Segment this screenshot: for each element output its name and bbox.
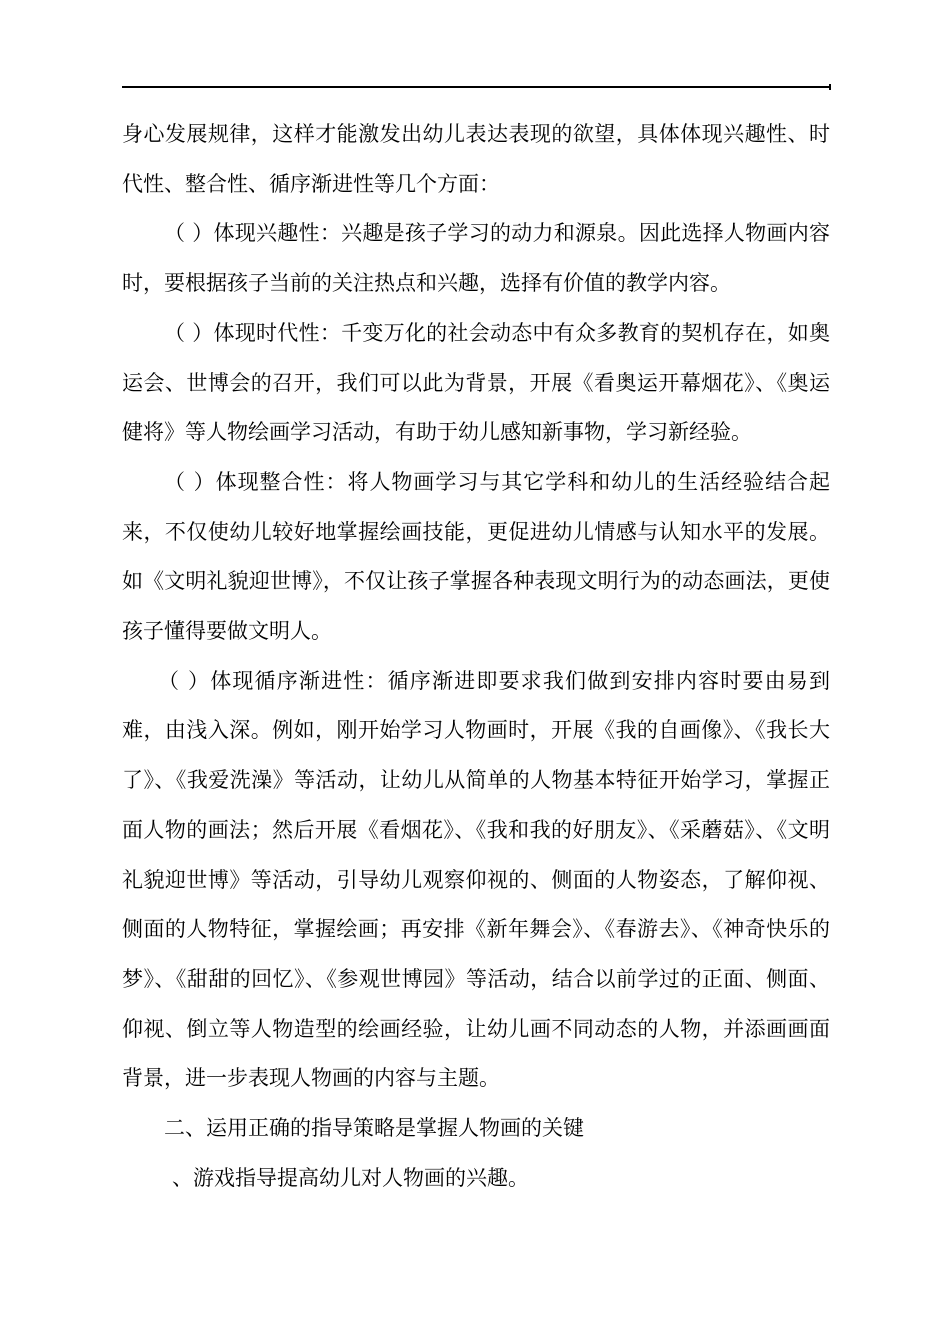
- section-heading: 二、运用正确的指导策略是掌握人物画的关键: [164, 1116, 584, 1141]
- header-rule-end-mark: [829, 84, 831, 90]
- paragraph-continuation: 身心发展规律，这样才能激发出幼儿表达表现的欲望，具体体现兴趣性、时代性、整合性、循序渐进性等几个方面：: [122, 122, 830, 196]
- document-body: [122, 110, 830, 1203]
- subsection-heading: 、游戏指导提高幼儿对人物画的兴趣。: [172, 1165, 529, 1190]
- paragraph-integration: （ ）体现整合性：将人物画学习与其它学科和幼儿的生活经验结合起来，不仅使幼儿较好地掌握绘画技能，更促进幼儿情感与认知水平的发展。如《文明礼貌迎世博》，不仅让孩子掌握各种表现文明行为的动态画法，更使孩子懂得要做文明人。: [122, 469, 830, 644]
- paragraph-interest: （ ）体现兴趣性：兴趣是孩子学习的动力和源泉。因此选择人物画内容时，要根据孩子当前的关注热点和兴趣，选择有价值的教学内容。: [122, 221, 830, 296]
- paragraph-timeliness: （ ）体现时代性：千变万化的社会动态中有众多教育的契机存在，如奥运会、世博会的召开，我们可以此为背景，开展《看奥运开幕烟花》、《奥运健将》等人物绘画学习活动，有助于幼儿感知新事物，学习新经验。: [122, 320, 830, 445]
- paragraph-progression: （ ）体现循序渐进性：循序渐进即要求我们做到安排内容时要由易到难，由浅入深。例如，刚开始学习人物画时，开展《我的自画像》、《我长大了》、《我爱洗澡》等活动，让幼儿从简单的人物基本特征开始学习，掌握正面人物的画法；然后开展《看烟花》、《我和我的好朋友》、《采蘑菇》、《文明礼貌迎世博》等活动，引导幼儿观察仰视的、侧面的人物姿态，了解仰视、侧面的人物特征，掌握绘画；再安排《新年舞会》、《春游去》、《神奇快乐的梦》、《甜甜的回忆》、《参观世博园》等活动，结合以前学过的正面、侧面、仰视、倒立等人物造型的绘画经验，让幼儿画不同动态的人物，并添画画面背景，进一步表现人物画的内容与主题。: [122, 668, 830, 1091]
- header-rule: [122, 86, 830, 88]
